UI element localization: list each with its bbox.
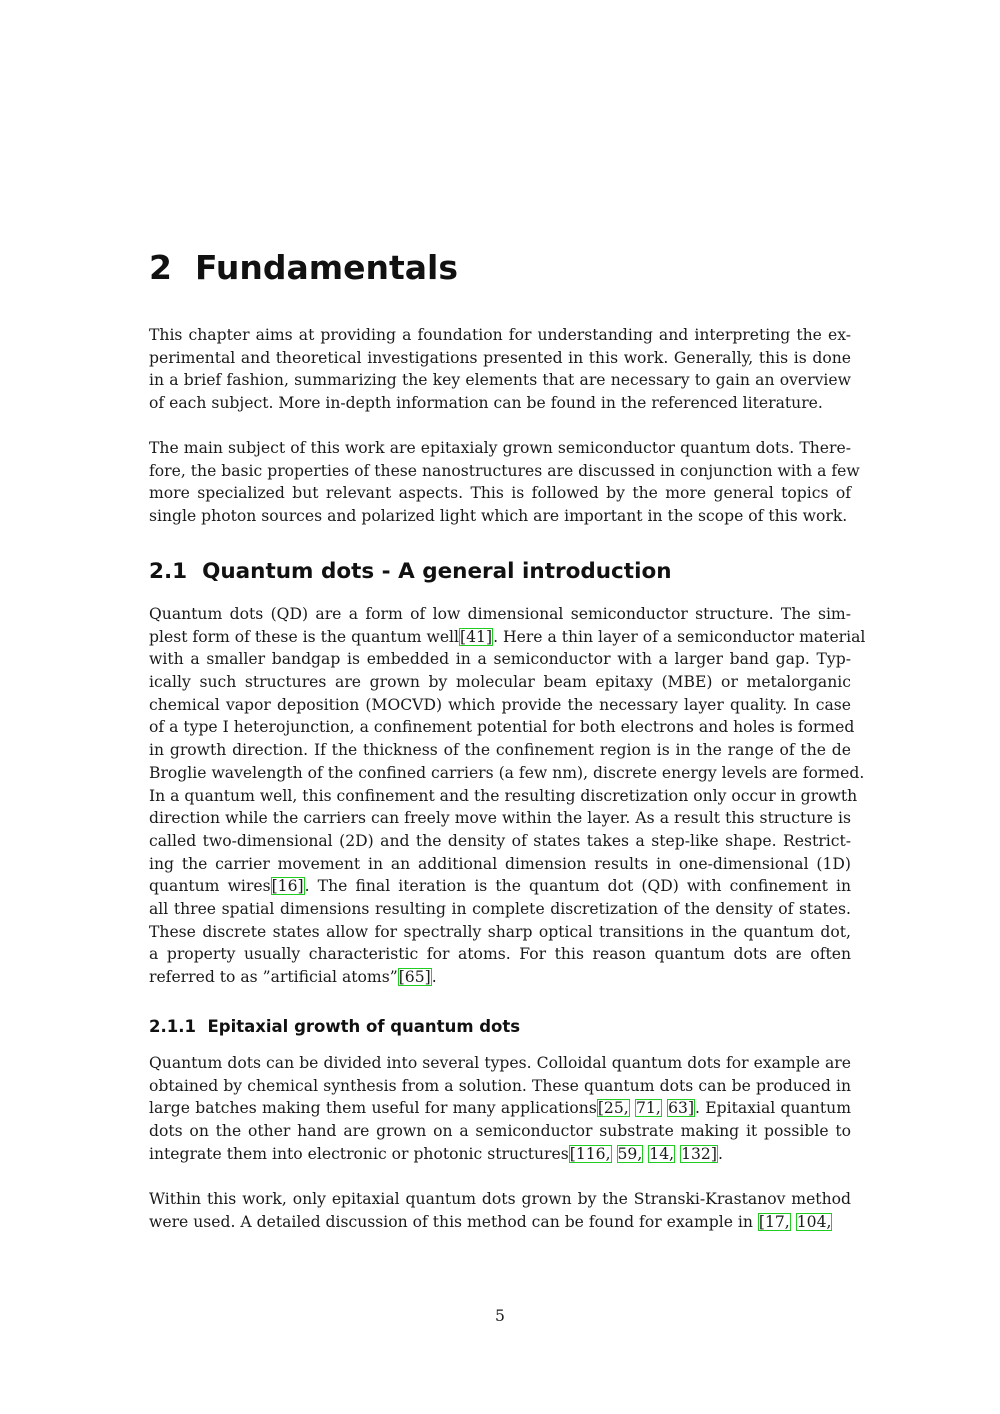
- text-run: ically such structures are grown by molecular beam epitaxy (MBE) or metalorganic: [149, 673, 851, 692]
- section-number: 2.1: [149, 559, 188, 584]
- text-line: [149, 853, 851, 876]
- citation-link[interactable]: [116,: [569, 1144, 611, 1163]
- text-line: [149, 392, 851, 415]
- text-line: [149, 482, 851, 505]
- text-run: all three spatial dimensions resulting in complete discretization of the density of states.: [149, 899, 851, 918]
- text-run: obtained by chemical synthesis from a solution. These quantum dots can be produced in: [149, 1076, 851, 1095]
- text-line: [149, 437, 851, 460]
- citation-link[interactable]: 59,: [617, 1144, 643, 1163]
- text-line: [149, 505, 851, 528]
- text-run: perimental and theoretical investigations presented in this work. Generally, this is done: [149, 348, 851, 367]
- text-run: called two-dimensional (2D) and the density of states takes a step-like shape. Restrict-: [149, 831, 851, 850]
- page-number: 5: [495, 1307, 505, 1325]
- text-line: [149, 694, 851, 717]
- text-line: [149, 898, 851, 921]
- text-line: [149, 626, 866, 649]
- text-run: large batches making them useful for many applications: [149, 1099, 597, 1118]
- text-run: of each subject. More in-depth information can be found in the referenced literature.: [149, 394, 823, 413]
- text-run: Broglie wavelength of the confined carriers (a few nm), discrete energy levels are formed.: [149, 763, 865, 782]
- text-run: [612, 1145, 617, 1163]
- subsection-title: Epitaxial growth of quantum dots: [207, 1017, 521, 1036]
- text-line: [149, 460, 860, 483]
- text-run: were used. A detailed discussion of this method can be found for example in: [149, 1212, 758, 1231]
- text-run: of a type I heterojunction, a confinement potential for both electrons and holes is formed: [149, 718, 855, 737]
- text-run: The main subject of this work are epitaxialy grown semiconductor quantum dots. There-: [149, 439, 851, 457]
- chapter-title: Fundamentals: [194, 248, 458, 287]
- citation-link[interactable]: 71,: [636, 1099, 661, 1118]
- text-run: in a brief fashion, summarizing the key elements that are necessary to gain an overview: [149, 371, 851, 390]
- text-run: These discrete states allow for spectrally sharp optical transitions in the quantum dot,: [149, 922, 851, 941]
- text-line: [149, 648, 851, 671]
- paragraph-growth-1: [149, 1052, 851, 1165]
- text-run: in growth direction. If the thickness of the confinement region is in the range of the de: [149, 741, 851, 760]
- citation-link[interactable]: 104,: [796, 1212, 832, 1231]
- text-line: [149, 347, 851, 370]
- citation-link[interactable]: 63]: [668, 1099, 695, 1118]
- text-line: [149, 762, 865, 785]
- citation-link[interactable]: 132]: [681, 1144, 717, 1163]
- text-run: [791, 1213, 796, 1231]
- section-heading: [149, 557, 672, 587]
- text-line: [149, 830, 851, 853]
- text-line: [149, 807, 851, 830]
- text-line: [149, 1188, 851, 1211]
- text-run: plest form of these is the quantum well: [149, 627, 460, 646]
- text-run: Quantum dots (QD) are a form of low dimensional semiconductor structure. The sim-: [149, 605, 851, 623]
- text-run: . Epitaxial quantum: [695, 1099, 851, 1118]
- text-line: [149, 1120, 851, 1143]
- text-run: This chapter aims at providing a foundation for understanding and interpreting the ex-: [149, 326, 851, 344]
- text-run: quantum wires: [149, 877, 271, 896]
- subsection-number: 2.1.1: [149, 1017, 196, 1036]
- text-line: [149, 943, 851, 966]
- text-line: [149, 324, 851, 347]
- text-line: [149, 1075, 851, 1098]
- citation-link[interactable]: [17,: [758, 1212, 790, 1231]
- text-run: referred to as ”artificial atoms”: [149, 968, 398, 986]
- text-run: . The final iteration is the quantum dot (QD) with confinement in: [304, 877, 851, 896]
- text-run: single photon sources and polarized light which are important in the scope of this work.: [149, 507, 848, 526]
- text-line: [149, 716, 855, 739]
- text-line: [149, 603, 851, 626]
- chapter-heading: [149, 246, 458, 290]
- paragraph-intro-2: [149, 437, 860, 528]
- subsection-heading: [149, 1015, 520, 1039]
- text-run: In a quantum well, this confinement and the resulting discretization only occur in growth: [149, 786, 858, 805]
- text-run: dots on the other hand are grown on a semiconductor substrate making it possible to: [149, 1122, 851, 1141]
- text-line: [149, 1143, 851, 1166]
- citation-link[interactable]: [41]: [460, 627, 493, 646]
- citation-link[interactable]: 14,: [649, 1144, 675, 1163]
- paragraph-quantum-dots-intro: [149, 603, 866, 989]
- text-line: [149, 1052, 851, 1075]
- text-line: [149, 369, 851, 392]
- text-run: fore, the basic properties of these nanostructures are discussed in conjunction with a few: [149, 461, 860, 480]
- text-run: with a smaller bandgap is embedded in a semiconductor with a larger band gap. Typ-: [149, 650, 851, 669]
- paragraph-intro-1: [149, 324, 851, 415]
- text-run: chemical vapor deposition (MOCVD) which provide the necessary layer quality. In case: [149, 695, 851, 714]
- text-run: .: [717, 1144, 723, 1163]
- text-run: Quantum dots can be divided into several types. Colloidal quantum dots for example are: [149, 1054, 851, 1072]
- text-line: [149, 1211, 851, 1234]
- text-run: more specialized but relevant aspects. This is followed by the more general topics of: [149, 484, 851, 503]
- text-line: [149, 966, 851, 989]
- text-line: [149, 875, 851, 898]
- citation-link[interactable]: [65]: [398, 968, 431, 986]
- citation-link[interactable]: [25,: [597, 1099, 629, 1118]
- section-title: Quantum dots - A general introduction: [202, 559, 672, 584]
- text-run: ing the carrier movement in an additional dimension results in one-dimensional (1D): [149, 854, 851, 873]
- text-run: integrate them into electronic or photonic structures: [149, 1144, 569, 1163]
- text-run: Within this work, only epitaxial quantum dots grown by the Stranski-Krastanov method: [149, 1190, 851, 1208]
- text-run: a property usually characteristic for atoms. For this reason quantum dots are often: [149, 945, 851, 964]
- text-line: [149, 785, 858, 808]
- text-line: [149, 921, 851, 944]
- citation-link[interactable]: [16]: [271, 877, 304, 896]
- chapter-number: 2: [149, 248, 172, 287]
- text-line: [149, 671, 851, 694]
- text-run: . Here a thin layer of a semiconductor material: [493, 627, 866, 646]
- paragraph-growth-2: [149, 1188, 851, 1233]
- text-line: [149, 1097, 851, 1120]
- text-run: direction while the carriers can freely move within the layer. As a result this structure is: [149, 809, 851, 828]
- text-line: [149, 739, 851, 762]
- text-run: .: [431, 968, 437, 986]
